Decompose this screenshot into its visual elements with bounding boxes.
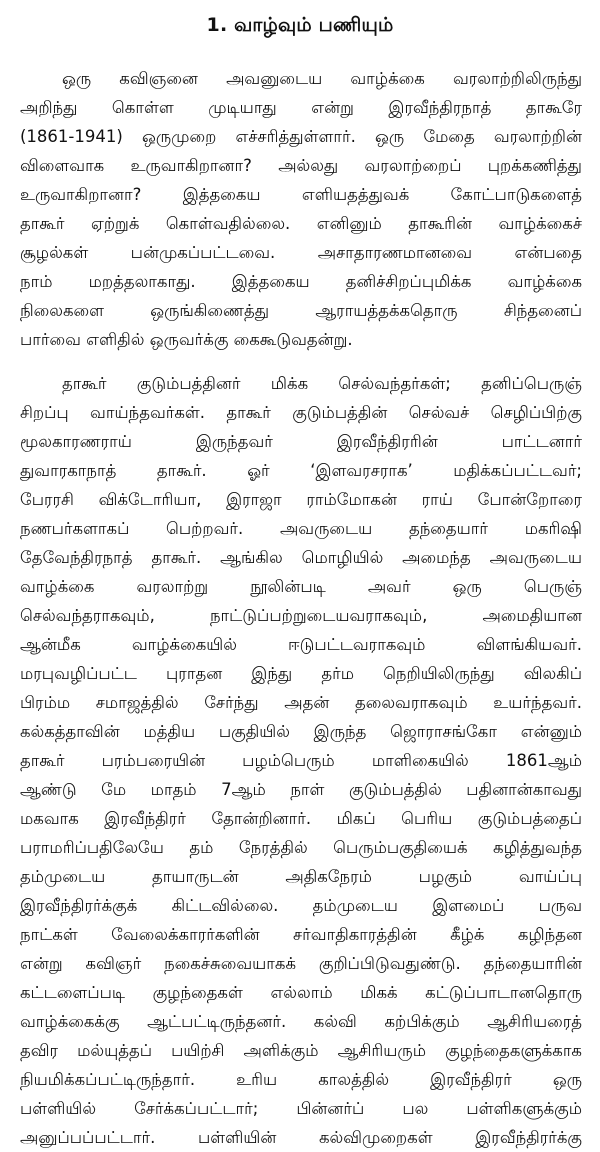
text-line: இரவீந்திரர்க்குக் கிட்டவில்லை. தம்முடைய இளமைப் பருவ [20, 896, 582, 915]
text-line: தாகூர் ஏற்றுக் கொள்வதில்லை. எனினும் தாகூரின் வாழ்க்கைச் [20, 214, 582, 233]
text-line: மரபுவழிப்பட்ட புராதன இந்து தர்ம நெறியிலிருந்து விலகிப் [20, 664, 582, 683]
text-line: நாட்கள் வேலைக்காரர்களின் சர்வாதிகாரத்தின் கீழ்க் கழிந்தன [20, 925, 582, 944]
text-line: சூழல்கள் பன்முகப்பட்டவை. அசாதாரணமானவை என்பதை [20, 243, 582, 262]
text-line: தவிர மல்யுத்தப் பயிற்சி அளிக்கும் ஆசிரியரும் குழந்தைகளுக்காக [20, 1041, 582, 1060]
text-line: என்று கவிஞர் நகைச்சுவையாகக் குறிப்பிடுவதுண்டு. தந்தையாரின் [20, 954, 582, 973]
text-line: விளைவாக உருவாகிறானா? அல்லது வரலாற்றைப் புறக்கணித்து [20, 156, 582, 175]
text-line: பேரரசி விக்டோரியா, இராஜா ராம்மோகன் ராய் போன்றோரை [20, 490, 582, 509]
text-line: வாழ்க்கை வரலாற்று நூலின்படி அவர் ஒரு பெருஞ் [20, 577, 582, 596]
text-line: பள்ளியில் சேர்க்கப்பட்டார்; பின்னர்ப் பல பள்ளிகளுக்கும் [20, 1099, 582, 1118]
text-line: கட்டளைப்படி குழந்தைகள் எல்லாம் மிகக் கட்டுப்பாடானதொரு [20, 983, 582, 1002]
text-line: நிலைகளை ஒருங்கிணைத்து ஆராயத்தக்கதொரு சிந்தனைப் [20, 301, 582, 320]
text-line: கல்கத்தாவின் மத்திய பகுதியில் இருந்த ஜொராசங்கோ என்னும் [20, 722, 582, 741]
chapter-title: 1. வாழ்வும் பணியும் [206, 14, 394, 36]
text-line: அறிந்து கொள்ள முடியாது என்று இரவீந்திரநாத் தாகூரே [20, 98, 582, 117]
text-line: ஆன்மீக வாழ்க்கையில் ஈடுபட்டவராகவும் விளங்கியவர். [20, 635, 582, 654]
text-line: செல்வந்தராகவும், நாட்டுப்பற்றுடையவராகவும், அமைதியான [20, 606, 582, 625]
body-text [20, 64, 582, 1152]
text-line: பார்வை எளிதில் ஒருவர்க்கு கைகூடுவதன்று. [20, 330, 353, 349]
text-line: அனுப்பப்பட்டார். பள்ளியின் கல்விமுறைகள் இரவீந்திரர்க்கு [20, 1128, 582, 1147]
text-line: உருவாகிறானா? இத்தகைய எளியதத்துவக் கோட்பாடுகளைத் [20, 185, 582, 204]
text-line: பிரம்ம சமாஜத்தில் சேர்ந்து அதன் தலைவராகவும் உயர்ந்தவர். [20, 693, 582, 712]
text-line: நணபர்களாகப் பெற்றவர். அவருடைய தந்தையார் மகரிஷி [20, 519, 582, 538]
text-line: பராமரிப்பதிலேயே தம் நேரத்தில் பெரும்பகுதியைக் கழித்துவந்த [20, 838, 582, 857]
text-line: (1861-1941) ஒருமுறை எச்சரித்துள்ளார். ஒரு மேதை வரலாற்றின் [20, 127, 582, 146]
paragraph-2 [20, 369, 582, 1152]
text-line: ஆண்டு மே மாதம் 7ஆம் நாள் குடும்பத்தில் பதினான்காவது [20, 780, 582, 799]
text-line: வாழ்க்கைக்கு ஆட்பட்டிருந்தனர். கல்வி கற்பிக்கும் ஆசிரியரைத் [20, 1012, 582, 1031]
text-line: மூலகாரணராய் இருந்தவர் இரவீந்திரரின் பாட்டனார் [20, 432, 582, 451]
text-line: நாம் மறத்தலாகாது. இத்தகைய தனிச்சிறப்புமிக்க வாழ்க்கை [20, 272, 582, 291]
paragraph-1 [20, 64, 582, 354]
text-line: தம்முடைய தாயாருடன் அதிகநேரம் பழகும் வாய்ப்பு [20, 867, 582, 886]
text-line: தாகூர் குடும்பத்தினர் மிக்க செல்வந்தர்கள்; தனிப்பெருஞ் [62, 374, 582, 393]
text-line: தேவேந்திரநாத் தாகூர். ஆங்கில மொழியில் அமைந்த அவருடைய [20, 548, 582, 567]
text-line: ஒரு கவிஞனை அவனுடைய வாழ்க்கை வரலாற்றிலிருந்து [62, 69, 582, 88]
text-line: தாகூர் பரம்பரையின் பழம்பெரும் மாளிகையில் 1861ஆம் [20, 751, 582, 770]
text-line: துவாரகாநாத் தாகூர். ஓர் ‘இளவரசராக’ மதிக்கப்பட்டவர்; [20, 461, 582, 480]
text-line: சிறப்பு வாய்ந்தவர்கள். தாகூர் குடும்பத்தின் செல்வச் செழிப்பிற்கு [20, 403, 582, 422]
text-line: மகவாக இரவீந்திரர் தோன்றினார். மிகப் பெரிய குடும்பத்தைப் [20, 809, 582, 828]
text-line: நியமிக்கப்பட்டிருந்தார். உரிய காலத்தில் இரவீந்திரர் ஒரு [20, 1070, 582, 1089]
